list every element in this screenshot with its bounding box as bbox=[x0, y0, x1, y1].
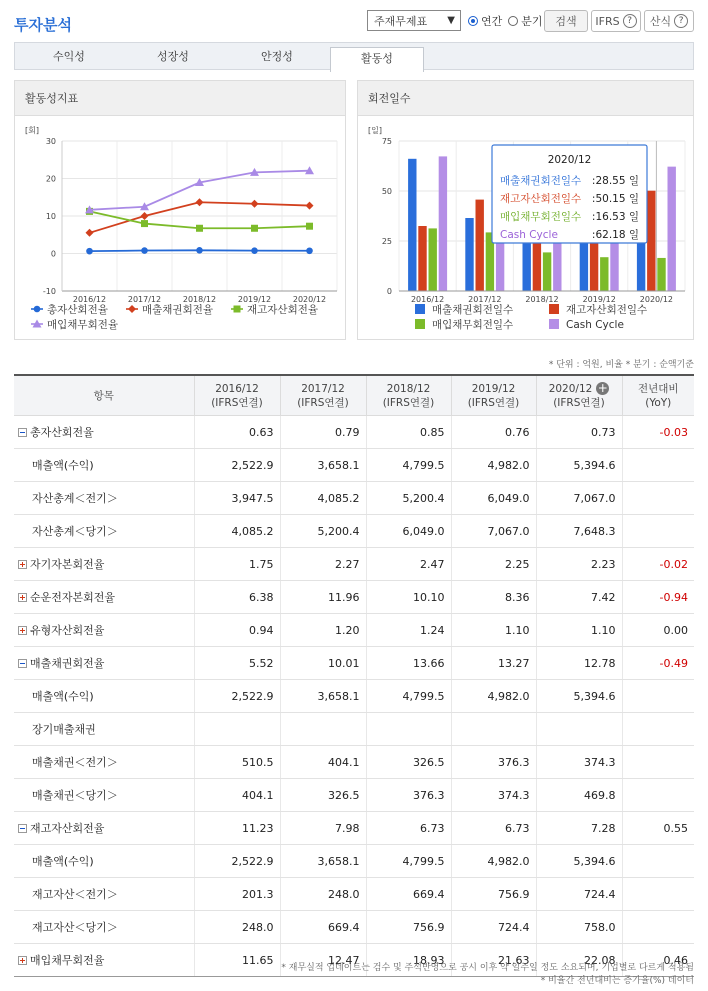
y-tick-label: 50 bbox=[381, 187, 392, 196]
row-label: 장기매출채권 bbox=[14, 713, 194, 746]
tooltip-label: Cash Cycle bbox=[500, 229, 558, 241]
statement-select-value: 주재무제표 bbox=[374, 14, 428, 28]
value-cell: 376.3 bbox=[451, 746, 536, 779]
value-cell: 10.01 bbox=[280, 647, 366, 680]
legend-label: 매입채무회전율 bbox=[47, 319, 119, 331]
y-tick-label: 30 bbox=[45, 137, 56, 146]
legend-label: 재고자산회전율 bbox=[247, 304, 319, 316]
bar bbox=[668, 167, 676, 291]
legend-item bbox=[415, 303, 513, 316]
value-cell bbox=[536, 713, 622, 746]
value-cell: 5,394.6 bbox=[536, 845, 622, 878]
header-col: 전년대비 (YoY) bbox=[622, 375, 694, 416]
data-point bbox=[86, 248, 93, 255]
yoy-cell bbox=[622, 746, 694, 779]
yoy-cell bbox=[622, 845, 694, 878]
table-row bbox=[14, 845, 694, 878]
legend-item bbox=[31, 318, 118, 331]
value-cell: 1.20 bbox=[280, 614, 366, 647]
collapse-icon[interactable] bbox=[18, 428, 27, 437]
value-cell: 5,200.4 bbox=[280, 515, 366, 548]
bar bbox=[580, 236, 588, 291]
row-label: 매출액(수익) bbox=[14, 845, 194, 878]
header-item: 항목 bbox=[14, 375, 194, 416]
legend-swatch bbox=[549, 304, 559, 314]
page-title: 투자분석 bbox=[14, 16, 72, 34]
bar bbox=[600, 257, 608, 291]
value-cell: 2.27 bbox=[280, 548, 366, 581]
tooltip-label: 재고자산회전일수 bbox=[500, 193, 582, 205]
data-point bbox=[141, 220, 148, 227]
chevron-down-icon: ▼ bbox=[447, 15, 455, 26]
table-row bbox=[14, 449, 694, 482]
header-col: 2018/12 (IFRS연결) bbox=[366, 375, 451, 416]
value-cell: 0.73 bbox=[536, 416, 622, 449]
value-cell: 374.3 bbox=[536, 746, 622, 779]
value-cell: 4,085.2 bbox=[280, 482, 366, 515]
yoy-cell bbox=[622, 713, 694, 746]
value-cell: 1.10 bbox=[536, 614, 622, 647]
activity-ratio-chart-panel bbox=[14, 80, 346, 340]
table-row bbox=[14, 779, 694, 812]
table-row bbox=[14, 680, 694, 713]
table-row bbox=[14, 515, 694, 548]
yoy-cell: -0.49 bbox=[622, 647, 694, 680]
value-cell: 10.10 bbox=[366, 581, 451, 614]
value-cell: 0.76 bbox=[451, 416, 536, 449]
value-cell: 0.85 bbox=[366, 416, 451, 449]
value-cell: 7,067.0 bbox=[451, 515, 536, 548]
yoy-cell bbox=[622, 680, 694, 713]
bar bbox=[647, 191, 655, 291]
y-axis-unit: [일] bbox=[368, 126, 382, 135]
bar bbox=[408, 159, 416, 291]
tab-growth[interactable]: 성장성 bbox=[157, 50, 189, 63]
value-cell: 11.23 bbox=[194, 812, 280, 845]
value-cell: 469.8 bbox=[536, 779, 622, 812]
table-header-row bbox=[14, 375, 694, 416]
legend-swatch bbox=[415, 304, 425, 314]
radio-unselected-icon bbox=[508, 16, 518, 26]
header-col: 2019/12 (IFRS연결) bbox=[451, 375, 536, 416]
question-icon: ? bbox=[623, 14, 637, 28]
value-cell: 0.94 bbox=[194, 614, 280, 647]
data-point bbox=[141, 247, 148, 254]
value-cell: 756.9 bbox=[366, 911, 451, 944]
value-cell: 2.47 bbox=[366, 548, 451, 581]
row-label: 자산총계＜당기＞ bbox=[14, 515, 194, 548]
activity-table bbox=[14, 374, 694, 977]
tooltip-label: 매입채무회전일수 bbox=[500, 211, 582, 223]
tab-bar bbox=[14, 42, 694, 70]
bar bbox=[523, 238, 531, 291]
value-cell: 724.4 bbox=[451, 911, 536, 944]
table-row bbox=[14, 614, 694, 647]
value-cell: 18.93 bbox=[366, 944, 451, 977]
data-point bbox=[196, 247, 203, 254]
row-label: 매출채권＜당기＞ bbox=[14, 779, 194, 812]
value-cell: 8.36 bbox=[451, 581, 536, 614]
yoy-cell: -0.02 bbox=[622, 548, 694, 581]
value-cell: 3,658.1 bbox=[280, 449, 366, 482]
value-cell bbox=[280, 713, 366, 746]
value-cell: 6.73 bbox=[451, 812, 536, 845]
value-cell: 4,982.0 bbox=[451, 845, 536, 878]
value-cell: 3,658.1 bbox=[280, 845, 366, 878]
footnote-1: * 재무실적 업데이트는 검수 및 주석반영으로 공시 이후 약 일주일 정도 소요되며, 기업별로 다르게 적용됨 bbox=[281, 963, 694, 973]
yoy-cell: 0.55 bbox=[622, 812, 694, 845]
row-label[interactable]: 재고자산회전율 bbox=[14, 812, 194, 845]
radio-selected-icon bbox=[468, 16, 478, 26]
tooltip-label: 매출채권회전일수 bbox=[500, 175, 582, 187]
yoy-cell bbox=[622, 482, 694, 515]
row-label[interactable]: 총자산회전율 bbox=[14, 416, 194, 449]
value-cell: 13.66 bbox=[366, 647, 451, 680]
legend-label: 매입채무회전일수 bbox=[432, 319, 514, 331]
row-label[interactable]: 순운전자본회전율 bbox=[14, 581, 194, 614]
value-cell: 11.96 bbox=[280, 581, 366, 614]
value-cell bbox=[451, 713, 536, 746]
value-cell: 376.3 bbox=[366, 779, 451, 812]
bar bbox=[418, 226, 426, 291]
value-cell: 404.1 bbox=[280, 746, 366, 779]
value-cell: 7,067.0 bbox=[536, 482, 622, 515]
value-cell: 7.28 bbox=[536, 812, 622, 845]
header-col: 2017/12 (IFRS연결) bbox=[280, 375, 366, 416]
bar bbox=[429, 228, 437, 291]
turnover-days-bar-chart bbox=[358, 116, 693, 340]
row-label: 매출액(수익) bbox=[14, 680, 194, 713]
value-cell: 3,947.5 bbox=[194, 482, 280, 515]
turnover-days-chart-panel bbox=[357, 80, 694, 340]
bar bbox=[543, 252, 551, 291]
table-row bbox=[14, 812, 694, 845]
x-tick-label: 2016/12 bbox=[410, 295, 445, 304]
legend-item bbox=[549, 303, 647, 316]
y-tick-label: -10 bbox=[42, 287, 56, 296]
table-row bbox=[14, 878, 694, 911]
value-cell: 7.98 bbox=[280, 812, 366, 845]
radio-annual-label: 연간 bbox=[481, 15, 503, 28]
x-tick-label: 2016/12 bbox=[72, 295, 107, 304]
value-cell: 6.38 bbox=[194, 581, 280, 614]
value-cell: 3,658.1 bbox=[280, 680, 366, 713]
x-tick-label: 2018/12 bbox=[525, 295, 559, 304]
value-cell: 4,085.2 bbox=[194, 515, 280, 548]
y-tick-label: 75 bbox=[381, 137, 392, 146]
yoy-cell: 0.00 bbox=[622, 614, 694, 647]
expand-columns-icon[interactable]: + bbox=[597, 380, 608, 395]
value-cell: 11.65 bbox=[194, 944, 280, 977]
row-label[interactable]: 유형자산회전율 bbox=[14, 614, 194, 647]
value-cell: 5,394.6 bbox=[536, 449, 622, 482]
tab-profitability[interactable]: 수익성 bbox=[53, 50, 85, 63]
tooltip-value: :50.15 일 bbox=[591, 193, 639, 205]
tooltip-value: :62.18 일 bbox=[591, 229, 639, 241]
period-radio-group bbox=[468, 10, 543, 32]
legend-label: 재고자산회전일수 bbox=[566, 304, 648, 316]
header-col: 2016/12 (IFRS연결) bbox=[194, 375, 280, 416]
value-cell bbox=[194, 713, 280, 746]
x-tick-label: 2018/12 bbox=[182, 295, 217, 304]
legend-swatch bbox=[415, 319, 425, 329]
value-cell: 326.5 bbox=[280, 779, 366, 812]
value-cell: 1.75 bbox=[194, 548, 280, 581]
y-tick-label: 0 bbox=[50, 249, 56, 259]
formula-label: 산식 bbox=[649, 15, 672, 28]
y-tick-label: 0 bbox=[386, 287, 392, 296]
value-cell: 758.0 bbox=[536, 911, 622, 944]
y-axis-unit: [회] bbox=[25, 126, 39, 135]
table-body bbox=[14, 416, 694, 977]
search-button[interactable] bbox=[544, 10, 588, 32]
yoy-cell: -0.03 bbox=[622, 416, 694, 449]
collapse-icon[interactable] bbox=[18, 659, 27, 668]
value-cell: 4,799.5 bbox=[366, 449, 451, 482]
yoy-cell bbox=[622, 779, 694, 812]
value-cell: 13.27 bbox=[451, 647, 536, 680]
value-cell: 669.4 bbox=[280, 911, 366, 944]
data-point bbox=[251, 225, 258, 232]
value-cell: 248.0 bbox=[280, 878, 366, 911]
table-row bbox=[14, 416, 694, 449]
value-cell: 2,522.9 bbox=[194, 845, 280, 878]
formula-help-button[interactable] bbox=[644, 10, 694, 32]
value-cell: 1.10 bbox=[451, 614, 536, 647]
bar bbox=[476, 200, 484, 291]
value-cell: 21.63 bbox=[451, 944, 536, 977]
data-point bbox=[306, 202, 314, 210]
value-cell: 2.23 bbox=[536, 548, 622, 581]
tab-stability[interactable]: 안정성 bbox=[261, 50, 293, 63]
value-cell: 2,522.9 bbox=[194, 680, 280, 713]
value-cell: 669.4 bbox=[366, 878, 451, 911]
expand-icon[interactable] bbox=[18, 593, 27, 602]
data-point bbox=[196, 225, 203, 232]
yoy-cell bbox=[622, 911, 694, 944]
footnote-2: * 비율간 전년대비는 증가율(%) 데이터 bbox=[540, 976, 694, 986]
radio-quarter[interactable] bbox=[508, 13, 542, 29]
data-point bbox=[34, 306, 41, 313]
legend-label: 매출채권회전율 bbox=[142, 304, 214, 316]
bar bbox=[657, 258, 665, 291]
row-label[interactable]: 매입채무회전율 bbox=[14, 944, 194, 977]
ifrs-help-button[interactable] bbox=[591, 10, 641, 32]
search-button-label: 검색 bbox=[555, 15, 577, 28]
value-cell: 1.24 bbox=[366, 614, 451, 647]
table-row bbox=[14, 911, 694, 944]
yoy-cell bbox=[622, 515, 694, 548]
table-row bbox=[14, 581, 694, 614]
chart2-title: 회전일수 bbox=[358, 81, 693, 116]
statement-select[interactable] bbox=[367, 10, 461, 31]
expand-icon[interactable] bbox=[18, 956, 27, 965]
tooltip bbox=[492, 145, 647, 243]
x-tick-label: 2020/12 bbox=[292, 295, 327, 304]
legend-label: 총자산회전율 bbox=[47, 304, 108, 316]
legend-label: Cash Cycle bbox=[566, 319, 624, 331]
value-cell: 6.73 bbox=[366, 812, 451, 845]
value-cell: 756.9 bbox=[451, 878, 536, 911]
data-point bbox=[234, 306, 241, 313]
bar bbox=[465, 218, 473, 291]
row-label: 재고자산＜전기＞ bbox=[14, 878, 194, 911]
value-cell: 6,049.0 bbox=[451, 482, 536, 515]
yoy-cell bbox=[622, 449, 694, 482]
value-cell: 374.3 bbox=[451, 779, 536, 812]
data-point bbox=[251, 247, 258, 254]
tab-activity[interactable]: 활동성 bbox=[330, 47, 424, 72]
value-cell: 2.25 bbox=[451, 548, 536, 581]
tooltip-title: 2020/12 bbox=[547, 154, 592, 166]
x-tick-label: 2017/12 bbox=[127, 295, 162, 304]
tooltip-value: :16.53 일 bbox=[591, 211, 639, 223]
value-cell: 6,049.0 bbox=[366, 515, 451, 548]
value-cell: 12.78 bbox=[536, 647, 622, 680]
x-tick-label: 2019/12 bbox=[237, 295, 272, 304]
data-point bbox=[306, 247, 313, 254]
expand-icon[interactable] bbox=[18, 560, 27, 569]
value-cell: 7.42 bbox=[536, 581, 622, 614]
radio-quarter-label: 분기 bbox=[521, 15, 543, 28]
legend-item bbox=[415, 318, 513, 331]
value-cell: 0.63 bbox=[194, 416, 280, 449]
value-cell: 5,394.6 bbox=[536, 680, 622, 713]
value-cell: 4,982.0 bbox=[451, 449, 536, 482]
value-cell: 0.79 bbox=[280, 416, 366, 449]
unit-note: * 단위 : 억원, 비율 * 분기 : 순액기준 bbox=[548, 360, 694, 370]
y-tick-label: 20 bbox=[45, 174, 56, 184]
table-row bbox=[14, 482, 694, 515]
question-icon: ? bbox=[674, 14, 688, 28]
x-tick-label: 2017/12 bbox=[468, 295, 502, 304]
y-tick-label: 10 bbox=[45, 212, 56, 221]
data-point bbox=[86, 229, 94, 237]
legend-item bbox=[231, 303, 318, 316]
chart1-title: 활동성지표 bbox=[15, 81, 345, 116]
value-cell: 4,799.5 bbox=[366, 845, 451, 878]
activity-ratio-line-chart bbox=[15, 116, 345, 340]
data-point bbox=[128, 305, 136, 313]
value-cell: 326.5 bbox=[366, 746, 451, 779]
radio-annual[interactable] bbox=[468, 13, 502, 29]
value-cell: 22.08 bbox=[536, 944, 622, 977]
yoy-cell bbox=[622, 878, 694, 911]
value-cell: 404.1 bbox=[194, 779, 280, 812]
row-label[interactable]: 자기자본회전율 bbox=[14, 548, 194, 581]
legend-item bbox=[31, 303, 108, 316]
ifrs-label: IFRS bbox=[595, 14, 620, 28]
table-row bbox=[14, 647, 694, 680]
data-point bbox=[141, 212, 149, 220]
row-label[interactable]: 매출채권회전율 bbox=[14, 647, 194, 680]
table-row bbox=[14, 746, 694, 779]
value-cell: 724.4 bbox=[536, 878, 622, 911]
value-cell: 4,799.5 bbox=[366, 680, 451, 713]
value-cell: 2,522.9 bbox=[194, 449, 280, 482]
x-tick-label: 2020/12 bbox=[639, 295, 674, 304]
legend-item bbox=[549, 319, 624, 331]
table-row bbox=[14, 713, 694, 746]
row-label: 재고자산＜당기＞ bbox=[14, 911, 194, 944]
x-tick-label: 2019/12 bbox=[582, 295, 616, 304]
data-point bbox=[251, 200, 259, 208]
expand-icon[interactable] bbox=[18, 626, 27, 635]
value-cell bbox=[366, 713, 451, 746]
y-tick-label: 25 bbox=[381, 237, 392, 246]
table-row bbox=[14, 548, 694, 581]
row-label: 매출액(수익) bbox=[14, 449, 194, 482]
header-col: 2020/12 + (IFRS연결) bbox=[536, 375, 622, 416]
value-cell: 510.5 bbox=[194, 746, 280, 779]
bar bbox=[439, 156, 447, 291]
value-cell: 5,200.4 bbox=[366, 482, 451, 515]
value-cell: 248.0 bbox=[194, 911, 280, 944]
value-cell: 7,648.3 bbox=[536, 515, 622, 548]
row-label: 매출채권＜전기＞ bbox=[14, 746, 194, 779]
yoy-cell: -0.94 bbox=[622, 581, 694, 614]
yoy-cell: 0.46 bbox=[622, 944, 694, 977]
value-cell: 12.47 bbox=[280, 944, 366, 977]
value-cell: 4,982.0 bbox=[451, 680, 536, 713]
legend-label: 매출채권회전일수 bbox=[432, 304, 514, 316]
data-point bbox=[196, 198, 204, 206]
collapse-icon[interactable] bbox=[18, 824, 27, 833]
row-label: 자산총계＜전기＞ bbox=[14, 482, 194, 515]
value-cell: 5.52 bbox=[194, 647, 280, 680]
data-point bbox=[306, 223, 313, 230]
series-재고자산회전율 bbox=[86, 208, 313, 232]
tooltip-value: :28.55 일 bbox=[591, 175, 639, 187]
legend-swatch bbox=[549, 319, 559, 329]
legend-item bbox=[126, 303, 213, 316]
value-cell: 201.3 bbox=[194, 878, 280, 911]
